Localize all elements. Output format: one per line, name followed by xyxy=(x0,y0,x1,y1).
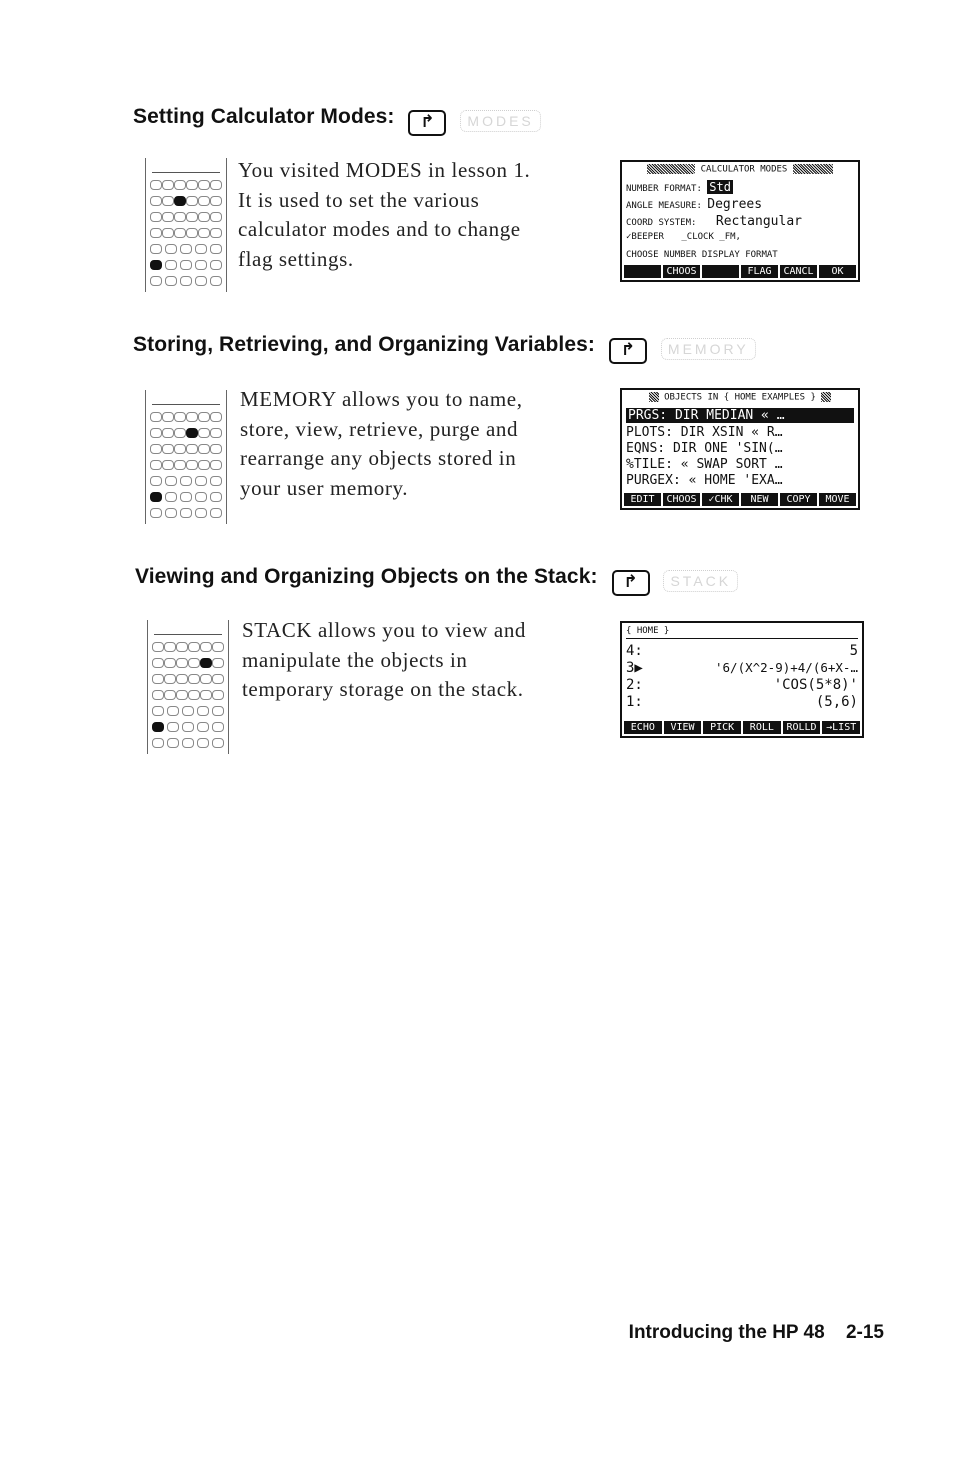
ghost-key-label: MEMORY xyxy=(661,338,756,360)
text-line: You visited MODES in lesson 1. xyxy=(238,158,531,182)
stack-value: 'COS(5*8)' xyxy=(773,677,858,693)
keypad-diagram-icon xyxy=(145,158,227,292)
coord-system-field: Rectangular xyxy=(715,214,802,229)
text-line: temporary storage on the stack. xyxy=(242,677,524,701)
screen-title: OBJECTS IN { HOME EXAMPLES } xyxy=(664,392,816,403)
softkey xyxy=(624,265,661,278)
heading-text: Storing, Retrieving, and Organizing Variables: xyxy=(133,333,596,356)
right-shift-key-icon: ↱ xyxy=(609,338,647,364)
field-label: NUMBER FORMAT: xyxy=(626,184,702,194)
softkey-menu xyxy=(624,721,860,734)
softkey-copy: COPY xyxy=(780,493,817,506)
heading-text: Viewing and Organizing Objects on the Stack: xyxy=(135,565,598,588)
selected-variable-row: PRGS: DIR MEDIAN « … xyxy=(626,408,854,423)
angle-measure-field: Degrees xyxy=(707,197,763,212)
text-line: STACK allows you to view and xyxy=(242,618,527,642)
memory-browser-screen xyxy=(620,388,860,510)
footer-title: Introducing the HP 48 xyxy=(628,1322,825,1343)
text-line: store, view, retrieve, purge and xyxy=(240,416,519,441)
softkey xyxy=(702,265,739,278)
right-shift-key-icon: ↱ xyxy=(408,110,446,136)
screen-title: { HOME } xyxy=(626,626,858,639)
stack-value: '6/(X^2-9)+4/(6+X-… xyxy=(715,660,858,675)
right-shift-key-icon: ↱ xyxy=(612,570,650,596)
softkey-choos: CHOOS xyxy=(663,265,700,278)
variable-row: EQNS: DIR ONE 'SIN(… xyxy=(626,441,783,456)
softkey-cancl: CANCL xyxy=(780,265,817,278)
text-line: flag settings. xyxy=(238,246,354,271)
section-heading-modes xyxy=(133,105,541,136)
stack-level-label: 4: xyxy=(626,643,643,659)
keypad-diagram-icon xyxy=(147,620,229,754)
stack-description xyxy=(242,616,526,705)
text-line: calculator modes and to change xyxy=(238,217,521,241)
variable-row: %TILE: « SWAP SORT … xyxy=(626,457,783,472)
beeper-checkbox: ✓BEEPER xyxy=(626,232,664,242)
text-line: MEMORY allows you to name, xyxy=(240,387,523,411)
stack-value: (5,6) xyxy=(815,694,858,710)
stack-value: 5 xyxy=(849,643,858,659)
text-line: your user memory. xyxy=(240,475,409,500)
clock-fm-flags: _CLOCK _FM, xyxy=(681,232,741,242)
field-label: COORD SYSTEM: xyxy=(626,218,697,228)
text-line: manipulate the objects in xyxy=(242,647,468,672)
softkey-new: NEW xyxy=(741,493,778,506)
page-number: 2-15 xyxy=(845,1322,884,1343)
softkey-echo: ECHO xyxy=(624,721,662,734)
number-format-field: Std xyxy=(709,180,731,194)
page-footer xyxy=(629,1322,884,1344)
variable-row: PLOTS: DIR XSIN « R… xyxy=(626,425,783,440)
softkey-view: VIEW xyxy=(664,721,702,734)
text-line: rearrange any objects stored in xyxy=(240,446,517,470)
screen-title: CALCULATOR MODES xyxy=(700,164,788,175)
memory-description xyxy=(240,385,523,503)
stack-level-label: 1: xyxy=(626,694,643,710)
section-heading-memory xyxy=(133,333,756,364)
softkey-list: →LIST xyxy=(822,721,860,734)
calculator-modes-screen xyxy=(620,160,860,282)
softkey-menu xyxy=(624,493,856,506)
modes-description xyxy=(238,156,530,274)
softkey-flag: FLAG xyxy=(741,265,778,278)
text-line: It is used to set the various xyxy=(238,187,480,212)
ghost-key-label: MODES xyxy=(460,110,540,132)
softkey-menu xyxy=(624,265,856,278)
interactive-stack-screen xyxy=(620,621,864,738)
ghost-key-label: STACK xyxy=(663,570,738,592)
softkey-rolld: ROLLD xyxy=(783,721,821,734)
softkey-chk: ✓CHK xyxy=(702,493,739,506)
keypad-diagram-icon xyxy=(145,390,227,524)
softkey-pick: PICK xyxy=(703,721,741,734)
screen-prompt: CHOOSE NUMBER DISPLAY FORMAT xyxy=(626,250,778,260)
stack-pointer: 3▶ xyxy=(626,660,643,676)
heading-text: Setting Calculator Modes: xyxy=(133,105,395,128)
softkey-choos: CHOOS xyxy=(663,493,700,506)
section-heading-stack xyxy=(135,565,738,596)
stack-level-label: 2: xyxy=(626,677,643,693)
variable-row: PURGEX: « HOME 'EXA… xyxy=(626,473,783,488)
softkey-roll: ROLL xyxy=(743,721,781,734)
softkey-edit: EDIT xyxy=(624,493,661,506)
softkey-move: MOVE xyxy=(819,493,856,506)
field-label: ANGLE MEASURE: xyxy=(626,201,702,211)
softkey-ok: OK xyxy=(819,265,856,278)
